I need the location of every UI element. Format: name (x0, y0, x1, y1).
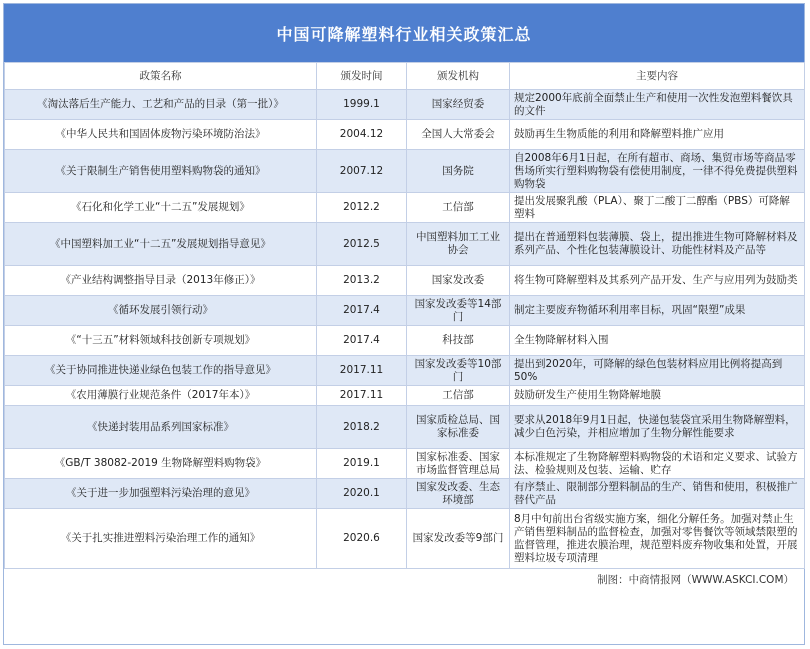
header-issue-date: 颁发时间 (317, 63, 407, 90)
table-row (5, 193, 805, 223)
source-note: 制图：中商情报网（WWW.ASKCI.COM） (597, 573, 794, 586)
table-row (5, 326, 805, 356)
issuing-agency-cell: 全国人大常委会 (407, 120, 510, 150)
policy-name-cell: 《关于协同推进快递业绿色包装工作的指导意见》 (5, 356, 317, 386)
policy-name-cell: 《快递封装用品系列国家标准》 (5, 406, 317, 449)
main-content-cell: 制定主要废弃物循环利用率目标，巩固“限塑”成果 (510, 296, 805, 326)
issue-date-cell: 2020.1 (317, 479, 407, 509)
issuing-agency-cell: 国家经贸委 (407, 90, 510, 120)
main-content-cell: 要求从2018年9月1日起，快递包装袋宜采用生物降解塑料，减少白色污染，并相应增加了生物分解性能要求 (510, 406, 805, 449)
main-content-cell: 提出在普通塑料包装薄膜、袋上，提出推进生物可降解材料及系列产品、个性化包装薄膜设计、功能性材料及产品等 (510, 223, 805, 266)
policy-name-cell: 《淘汰落后生产能力、工艺和产品的目录（第一批）》 (5, 90, 317, 120)
main-content-cell: 提出到2020年，可降解的绿色包装材料应用比例将提高到50% (510, 356, 805, 386)
policy-table (4, 62, 805, 569)
policy-name-cell: 《中华人民共和国固体废物污染环境防治法》 (5, 120, 317, 150)
main-content-cell: 鼓励再生生物质能的利用和降解塑料推广应用 (510, 120, 805, 150)
issuing-agency-cell: 国家发改委等14部门 (407, 296, 510, 326)
issue-date-cell: 2017.4 (317, 326, 407, 356)
table-header-row (5, 63, 805, 90)
policy-name-cell: 《关于限制生产销售使用塑料购物袋的通知》 (5, 150, 317, 193)
table-row (5, 509, 805, 569)
header-issuing-agency: 颁发机构 (407, 63, 510, 90)
main-content-cell: 本标准规定了生物降解塑料购物袋的术语和定义要求、试验方法、检验规则及包装、运输、贮存 (510, 449, 805, 479)
main-content-cell: 规定2000年底前全面禁止生产和使用一次性发泡塑料餐饮具的文件 (510, 90, 805, 120)
issue-date-cell: 2012.5 (317, 223, 407, 266)
table-row (5, 449, 805, 479)
main-content-cell: 鼓励研发生产使用生物降解地膜 (510, 386, 805, 406)
main-content-cell: 有序禁止、限制部分塑料制品的生产、销售和使用，积极推广替代产品 (510, 479, 805, 509)
issue-date-cell: 2004.12 (317, 120, 407, 150)
policy-name-cell: 《循环发展引领行动》 (5, 296, 317, 326)
main-content-cell: 8月中旬前出台省级实施方案，细化分解任务。加强对禁止生产销售塑料制品的监督检查，加强对零售餐饮等领域禁限塑的监督管理，推进农膜治理，规范塑料废弃物收集和处置，开展塑料垃圾专项清理 (510, 509, 805, 569)
table-row (5, 356, 805, 386)
table-row (5, 90, 805, 120)
policy-name-cell: 《中国塑料加工业“十二五”发展规划指导意见》 (5, 223, 317, 266)
header-policy-name: 政策名称 (5, 63, 317, 90)
policy-name-cell: 《GB/T 38082-2019 生物降解塑料购物袋》 (5, 449, 317, 479)
table-title: 中国可降解塑料行业相关政策汇总 (4, 4, 804, 62)
main-content-cell: 自2008年6月1日起，在所有超市、商场、集贸市场等商品零售场所实行塑料购物袋有偿使用制度，一律不得免费提供塑料购物袋 (510, 150, 805, 193)
issue-date-cell: 2017.4 (317, 296, 407, 326)
issue-date-cell: 2012.2 (317, 193, 407, 223)
issue-date-cell: 1999.1 (317, 90, 407, 120)
policy-name-cell: 《关于进一步加强塑料污染治理的意见》 (5, 479, 317, 509)
main-content-cell: 提出发展聚乳酸（PLA）、聚丁二酸丁二醇酯（PBS）可降解塑料 (510, 193, 805, 223)
table-row (5, 296, 805, 326)
issuing-agency-cell: 中国塑料加工工业协会 (407, 223, 510, 266)
table-row (5, 406, 805, 449)
issuing-agency-cell: 国家发改委 (407, 266, 510, 296)
table-row (5, 120, 805, 150)
table-row (5, 223, 805, 266)
policy-summary-frame (3, 3, 805, 645)
issuing-agency-cell: 工信部 (407, 193, 510, 223)
header-main-content: 主要内容 (510, 63, 805, 90)
policy-name-cell: 《农用薄膜行业规范条件（2017年本）》 (5, 386, 317, 406)
issuing-agency-cell: 国务院 (407, 150, 510, 193)
table-row (5, 150, 805, 193)
issuing-agency-cell: 国家发改委、生态环境部 (407, 479, 510, 509)
issuing-agency-cell: 工信部 (407, 386, 510, 406)
issue-date-cell: 2020.6 (317, 509, 407, 569)
issue-date-cell: 2007.12 (317, 150, 407, 193)
table-row (5, 479, 805, 509)
policy-name-cell: 《石化和化学工业“十二五”发展规划》 (5, 193, 317, 223)
issuing-agency-cell: 国家标准委、国家市场监督管理总局 (407, 449, 510, 479)
table-row (5, 266, 805, 296)
issuing-agency-cell: 科技部 (407, 326, 510, 356)
issuing-agency-cell: 国家发改委等9部门 (407, 509, 510, 569)
table-body (5, 90, 805, 569)
policy-name-cell: 《关于扎实推进塑料污染治理工作的通知》 (5, 509, 317, 569)
policy-name-cell: 《“十三五”材料领域科技创新专项规划》 (5, 326, 317, 356)
issue-date-cell: 2018.2 (317, 406, 407, 449)
issue-date-cell: 2019.1 (317, 449, 407, 479)
issue-date-cell: 2017.11 (317, 386, 407, 406)
issue-date-cell: 2013.2 (317, 266, 407, 296)
issue-date-cell: 2017.11 (317, 356, 407, 386)
policy-name-cell: 《产业结构调整指导目录（2013年修正）》 (5, 266, 317, 296)
main-content-cell: 全生物降解材料入围 (510, 326, 805, 356)
issuing-agency-cell: 国家发改委等10部门 (407, 356, 510, 386)
issuing-agency-cell: 国家质检总局、国家标准委 (407, 406, 510, 449)
table-row (5, 386, 805, 406)
main-content-cell: 将生物可降解塑料及其系列产品开发、生产与应用列为鼓励类 (510, 266, 805, 296)
